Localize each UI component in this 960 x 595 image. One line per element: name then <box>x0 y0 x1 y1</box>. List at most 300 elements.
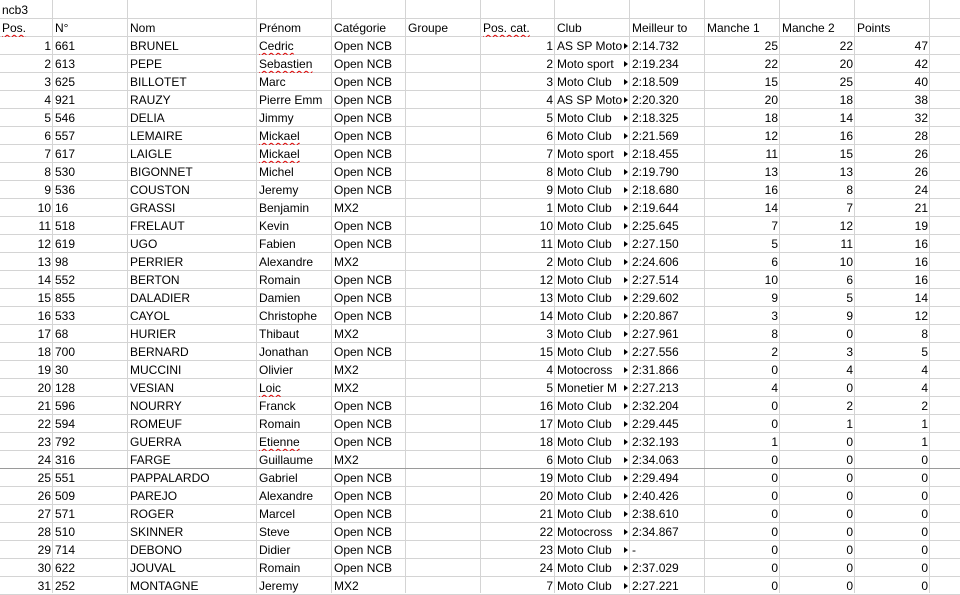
cell-groupe[interactable] <box>406 415 481 433</box>
cell-groupe[interactable] <box>406 253 481 271</box>
cell-num[interactable] <box>53 523 128 541</box>
cell-nom[interactable] <box>128 541 257 559</box>
cell-prenom[interactable] <box>257 559 332 577</box>
cell-points[interactable] <box>855 73 930 91</box>
cell-nom[interactable] <box>128 289 257 307</box>
cell-manche-1[interactable] <box>705 487 780 505</box>
cell-meilleur-tour[interactable] <box>630 73 705 91</box>
cell-nom[interactable] <box>128 145 257 163</box>
cell-categorie[interactable] <box>332 361 406 379</box>
cell-manche-1[interactable] <box>705 469 780 487</box>
cell-pos[interactable] <box>0 469 53 487</box>
cell-pos-cat[interactable] <box>481 523 555 541</box>
cell-prenom[interactable] <box>257 505 332 523</box>
cell-club[interactable] <box>555 415 630 433</box>
cell-manche-2[interactable] <box>780 379 855 397</box>
cell-points[interactable] <box>855 415 930 433</box>
cell-club[interactable] <box>555 109 630 127</box>
cell-num[interactable] <box>53 541 128 559</box>
cell-pos[interactable] <box>0 217 53 235</box>
cell-points[interactable] <box>855 577 930 595</box>
cell-pos[interactable] <box>0 199 53 217</box>
cell-prenom[interactable] <box>257 109 332 127</box>
cell-categorie[interactable] <box>332 505 406 523</box>
cell-prenom[interactable] <box>257 307 332 325</box>
cell-num[interactable] <box>53 325 128 343</box>
cell-num[interactable] <box>53 127 128 145</box>
cell-meilleur-tour[interactable] <box>630 307 705 325</box>
cell-categorie[interactable] <box>332 325 406 343</box>
cell-prenom[interactable] <box>257 541 332 559</box>
cell-nom[interactable] <box>128 307 257 325</box>
cell-manche-1[interactable] <box>705 163 780 181</box>
cell-nom[interactable] <box>128 325 257 343</box>
cell-categorie[interactable] <box>332 415 406 433</box>
cell-nom[interactable] <box>128 199 257 217</box>
cell-num[interactable] <box>53 343 128 361</box>
cell-groupe[interactable] <box>406 145 481 163</box>
cell-num[interactable] <box>53 217 128 235</box>
cell-pos-cat[interactable] <box>481 235 555 253</box>
cell-groupe[interactable] <box>406 235 481 253</box>
cell-prenom[interactable] <box>257 181 332 199</box>
cell-nom[interactable] <box>128 523 257 541</box>
cell-nom[interactable] <box>128 73 257 91</box>
cell-pos-cat[interactable] <box>481 487 555 505</box>
cell-prenom[interactable] <box>257 487 332 505</box>
cell-points[interactable] <box>855 163 930 181</box>
cell-prenom[interactable] <box>257 199 332 217</box>
cell-pos[interactable] <box>0 523 53 541</box>
cell-prenom[interactable] <box>257 271 332 289</box>
cell-nom[interactable] <box>128 469 257 487</box>
cell-num[interactable] <box>53 271 128 289</box>
sheet-title[interactable]: ncb3 <box>2 3 29 17</box>
cell-meilleur-tour[interactable] <box>630 199 705 217</box>
cell-pos[interactable] <box>0 91 53 109</box>
cell-categorie[interactable] <box>332 469 406 487</box>
cell-points[interactable] <box>855 433 930 451</box>
cell-nom[interactable] <box>128 343 257 361</box>
cell-pos[interactable] <box>0 307 53 325</box>
cell-club[interactable] <box>555 343 630 361</box>
cell-manche-2[interactable] <box>780 145 855 163</box>
cell-prenom[interactable] <box>257 433 332 451</box>
cell-groupe[interactable] <box>406 73 481 91</box>
cell-categorie[interactable] <box>332 379 406 397</box>
cell-nom[interactable] <box>128 91 257 109</box>
cell-manche-1[interactable] <box>705 37 780 55</box>
cell-pos[interactable] <box>0 559 53 577</box>
cell-nom[interactable] <box>128 415 257 433</box>
cell-groupe[interactable] <box>406 505 481 523</box>
cell-pos-cat[interactable] <box>481 307 555 325</box>
cell-pos-cat[interactable] <box>481 505 555 523</box>
cell-categorie[interactable] <box>332 541 406 559</box>
cell-manche-1[interactable] <box>705 145 780 163</box>
cell-prenom[interactable] <box>257 343 332 361</box>
cell-club[interactable] <box>555 199 630 217</box>
cell-manche-2[interactable] <box>780 217 855 235</box>
cell-points[interactable] <box>855 397 930 415</box>
cell-pos-cat[interactable] <box>481 577 555 595</box>
cell-groupe[interactable] <box>406 109 481 127</box>
header-pos[interactable] <box>0 19 53 37</box>
cell-categorie[interactable] <box>332 559 406 577</box>
cell-prenom[interactable] <box>257 37 332 55</box>
cell-manche-2[interactable] <box>780 199 855 217</box>
cell-pos-cat[interactable] <box>481 37 555 55</box>
cell-num[interactable] <box>53 433 128 451</box>
cell-manche-2[interactable] <box>780 235 855 253</box>
cell-categorie[interactable] <box>332 397 406 415</box>
cell-nom[interactable] <box>128 217 257 235</box>
cell-manche-2[interactable] <box>780 37 855 55</box>
cell-groupe[interactable] <box>406 127 481 145</box>
cell-pos-cat[interactable] <box>481 325 555 343</box>
cell-nom[interactable] <box>128 451 257 469</box>
cell-manche-2[interactable] <box>780 55 855 73</box>
cell-prenom[interactable] <box>257 127 332 145</box>
cell-nom[interactable] <box>128 559 257 577</box>
cell-meilleur-tour[interactable] <box>630 325 705 343</box>
cell-points[interactable] <box>855 55 930 73</box>
cell-groupe[interactable] <box>406 307 481 325</box>
cell-nom[interactable] <box>128 37 257 55</box>
cell-num[interactable] <box>53 559 128 577</box>
cell-meilleur-tour[interactable] <box>630 343 705 361</box>
cell-pos-cat[interactable] <box>481 397 555 415</box>
cell-manche-2[interactable] <box>780 109 855 127</box>
cell-points[interactable] <box>855 451 930 469</box>
cell-categorie[interactable] <box>332 55 406 73</box>
cell-categorie[interactable] <box>332 37 406 55</box>
cell-meilleur-tour[interactable] <box>630 253 705 271</box>
cell-manche-2[interactable] <box>780 577 855 595</box>
cell-points[interactable] <box>855 199 930 217</box>
cell-num[interactable] <box>53 577 128 595</box>
cell-club[interactable] <box>555 253 630 271</box>
header-manche-2[interactable] <box>780 19 855 37</box>
cell-nom[interactable] <box>128 109 257 127</box>
cell-meilleur-tour[interactable] <box>630 541 705 559</box>
cell-club[interactable] <box>555 577 630 595</box>
cell-manche-1[interactable] <box>705 181 780 199</box>
cell-manche-2[interactable] <box>780 559 855 577</box>
cell-manche-1[interactable] <box>705 109 780 127</box>
cell-groupe[interactable] <box>406 343 481 361</box>
cell-pos-cat[interactable] <box>481 199 555 217</box>
cell-club[interactable] <box>555 235 630 253</box>
cell-nom[interactable] <box>128 235 257 253</box>
cell-num[interactable] <box>53 109 128 127</box>
cell-pos-cat[interactable] <box>481 379 555 397</box>
cell-groupe[interactable] <box>406 469 481 487</box>
cell-categorie[interactable] <box>332 217 406 235</box>
cell-pos[interactable] <box>0 577 53 595</box>
cell-pos-cat[interactable] <box>481 253 555 271</box>
cell-num[interactable] <box>53 361 128 379</box>
cell-pos[interactable] <box>0 379 53 397</box>
cell-pos-cat[interactable] <box>481 433 555 451</box>
header-prenom[interactable] <box>257 19 332 37</box>
cell-categorie[interactable] <box>332 307 406 325</box>
cell-meilleur-tour[interactable] <box>630 37 705 55</box>
cell-manche-1[interactable] <box>705 559 780 577</box>
cell-pos-cat[interactable] <box>481 451 555 469</box>
cell-groupe[interactable] <box>406 541 481 559</box>
cell-manche-1[interactable] <box>705 433 780 451</box>
cell-groupe[interactable] <box>406 523 481 541</box>
cell-club[interactable] <box>555 433 630 451</box>
cell-num[interactable] <box>53 73 128 91</box>
cell-num[interactable] <box>53 55 128 73</box>
cell-num[interactable] <box>53 307 128 325</box>
cell-club[interactable] <box>555 127 630 145</box>
cell-points[interactable] <box>855 325 930 343</box>
cell-categorie[interactable] <box>332 91 406 109</box>
cell-nom[interactable] <box>128 487 257 505</box>
cell-nom[interactable] <box>128 127 257 145</box>
cell-groupe[interactable] <box>406 379 481 397</box>
cell-manche-2[interactable] <box>780 469 855 487</box>
cell-manche-1[interactable] <box>705 523 780 541</box>
cell-manche-2[interactable] <box>780 253 855 271</box>
cell-manche-2[interactable] <box>780 127 855 145</box>
cell-groupe[interactable] <box>406 55 481 73</box>
cell-num[interactable] <box>53 505 128 523</box>
cell-nom[interactable] <box>128 271 257 289</box>
cell-groupe[interactable] <box>406 451 481 469</box>
cell-manche-1[interactable] <box>705 541 780 559</box>
cell-num[interactable] <box>53 487 128 505</box>
cell-prenom[interactable] <box>257 325 332 343</box>
cell-pos[interactable] <box>0 415 53 433</box>
cell-meilleur-tour[interactable] <box>630 397 705 415</box>
cell-points[interactable] <box>855 469 930 487</box>
cell-pos[interactable] <box>0 361 53 379</box>
cell-prenom[interactable] <box>257 253 332 271</box>
header-categorie[interactable] <box>332 19 406 37</box>
cell-manche-2[interactable] <box>780 163 855 181</box>
cell-manche-1[interactable] <box>705 289 780 307</box>
cell-pos-cat[interactable] <box>481 217 555 235</box>
cell-manche-2[interactable] <box>780 433 855 451</box>
cell-pos[interactable] <box>0 541 53 559</box>
cell-num[interactable] <box>53 397 128 415</box>
cell-manche-2[interactable] <box>780 91 855 109</box>
header-meilleur-tour[interactable] <box>630 19 705 37</box>
cell-pos-cat[interactable] <box>481 541 555 559</box>
cell-pos[interactable] <box>0 253 53 271</box>
cell-pos[interactable] <box>0 397 53 415</box>
cell-meilleur-tour[interactable] <box>630 217 705 235</box>
cell-prenom[interactable] <box>257 145 332 163</box>
cell-points[interactable] <box>855 109 930 127</box>
cell-club[interactable] <box>555 559 630 577</box>
cell-pos[interactable] <box>0 37 53 55</box>
cell-pos[interactable] <box>0 163 53 181</box>
cell-manche-2[interactable] <box>780 73 855 91</box>
cell-categorie[interactable] <box>332 451 406 469</box>
cell-pos[interactable] <box>0 271 53 289</box>
cell-manche-1[interactable] <box>705 217 780 235</box>
cell-points[interactable] <box>855 505 930 523</box>
cell-prenom[interactable] <box>257 55 332 73</box>
cell-pos-cat[interactable] <box>481 91 555 109</box>
cell-groupe[interactable] <box>406 199 481 217</box>
cell-pos-cat[interactable] <box>481 127 555 145</box>
cell-meilleur-tour[interactable] <box>630 559 705 577</box>
header-pos-cat[interactable] <box>481 19 555 37</box>
cell-groupe[interactable] <box>406 91 481 109</box>
cell-groupe[interactable] <box>406 325 481 343</box>
cell-categorie[interactable] <box>332 343 406 361</box>
cell-groupe[interactable] <box>406 289 481 307</box>
cell-club[interactable] <box>555 307 630 325</box>
cell-prenom[interactable] <box>257 415 332 433</box>
cell-groupe[interactable] <box>406 559 481 577</box>
cell-prenom[interactable] <box>257 73 332 91</box>
cell-meilleur-tour[interactable] <box>630 379 705 397</box>
cell-nom[interactable] <box>128 163 257 181</box>
cell-meilleur-tour[interactable] <box>630 451 705 469</box>
cell-pos-cat[interactable] <box>481 73 555 91</box>
cell-prenom[interactable] <box>257 289 332 307</box>
cell-pos[interactable] <box>0 181 53 199</box>
cell-num[interactable] <box>53 181 128 199</box>
cell-num[interactable] <box>53 235 128 253</box>
cell-nom[interactable] <box>128 55 257 73</box>
cell-manche-2[interactable] <box>780 307 855 325</box>
cell-points[interactable] <box>855 541 930 559</box>
cell-groupe[interactable] <box>406 271 481 289</box>
cell-num[interactable] <box>53 163 128 181</box>
cell-pos-cat[interactable] <box>481 559 555 577</box>
cell-club[interactable] <box>555 289 630 307</box>
cell-points[interactable] <box>855 127 930 145</box>
cell-meilleur-tour[interactable] <box>630 163 705 181</box>
cell-prenom[interactable] <box>257 235 332 253</box>
cell-pos[interactable] <box>0 55 53 73</box>
cell-prenom[interactable] <box>257 379 332 397</box>
cell-manche-1[interactable] <box>705 307 780 325</box>
cell-meilleur-tour[interactable] <box>630 145 705 163</box>
cell-categorie[interactable] <box>332 109 406 127</box>
cell-pos-cat[interactable] <box>481 145 555 163</box>
cell-manche-2[interactable] <box>780 397 855 415</box>
cell-club[interactable] <box>555 37 630 55</box>
cell-manche-2[interactable] <box>780 541 855 559</box>
cell-manche-1[interactable] <box>705 577 780 595</box>
cell-club[interactable] <box>555 217 630 235</box>
cell-num[interactable] <box>53 469 128 487</box>
cell-points[interactable] <box>855 217 930 235</box>
cell-manche-1[interactable] <box>705 199 780 217</box>
cell-nom[interactable] <box>128 379 257 397</box>
cell-pos-cat[interactable] <box>481 55 555 73</box>
cell-pos-cat[interactable] <box>481 469 555 487</box>
cell-prenom[interactable] <box>257 361 332 379</box>
header-manche-1[interactable] <box>705 19 780 37</box>
cell-meilleur-tour[interactable] <box>630 55 705 73</box>
cell-club[interactable] <box>555 271 630 289</box>
cell-club[interactable] <box>555 55 630 73</box>
cell-num[interactable] <box>53 145 128 163</box>
cell-num[interactable] <box>53 451 128 469</box>
cell-club[interactable] <box>555 145 630 163</box>
cell-manche-2[interactable] <box>780 289 855 307</box>
cell-categorie[interactable] <box>332 127 406 145</box>
cell-pos-cat[interactable] <box>481 109 555 127</box>
cell-club[interactable] <box>555 397 630 415</box>
cell-club[interactable] <box>555 451 630 469</box>
cell-points[interactable] <box>855 235 930 253</box>
cell-club[interactable] <box>555 523 630 541</box>
cell-manche-1[interactable] <box>705 271 780 289</box>
cell-manche-2[interactable] <box>780 343 855 361</box>
cell-meilleur-tour[interactable] <box>630 181 705 199</box>
cell-pos[interactable] <box>0 487 53 505</box>
cell-pos-cat[interactable] <box>481 361 555 379</box>
header-points[interactable] <box>855 19 930 37</box>
cell-pos[interactable] <box>0 433 53 451</box>
cell-manche-1[interactable] <box>705 343 780 361</box>
cell-nom[interactable] <box>128 577 257 595</box>
cell-manche-1[interactable] <box>705 505 780 523</box>
cell-categorie[interactable] <box>332 271 406 289</box>
cell-meilleur-tour[interactable] <box>630 577 705 595</box>
cell-pos[interactable] <box>0 289 53 307</box>
cell-pos[interactable] <box>0 127 53 145</box>
cell-club[interactable] <box>555 505 630 523</box>
cell-num[interactable] <box>53 379 128 397</box>
cell-categorie[interactable] <box>332 577 406 595</box>
cell-points[interactable] <box>855 253 930 271</box>
cell-manche-2[interactable] <box>780 505 855 523</box>
cell-points[interactable] <box>855 307 930 325</box>
cell-pos[interactable] <box>0 73 53 91</box>
cell-club[interactable] <box>555 91 630 109</box>
cell-pos[interactable] <box>0 343 53 361</box>
cell-nom[interactable] <box>128 397 257 415</box>
cell-manche-2[interactable] <box>780 523 855 541</box>
cell-meilleur-tour[interactable] <box>630 469 705 487</box>
cell-pos[interactable] <box>0 451 53 469</box>
cell-prenom[interactable] <box>257 451 332 469</box>
cell-pos-cat[interactable] <box>481 271 555 289</box>
cell-manche-1[interactable] <box>705 361 780 379</box>
cell-pos[interactable] <box>0 109 53 127</box>
cell-categorie[interactable] <box>332 523 406 541</box>
cell-club[interactable] <box>555 379 630 397</box>
cell-pos-cat[interactable] <box>481 289 555 307</box>
cell-num[interactable] <box>53 91 128 109</box>
cell-num[interactable] <box>53 199 128 217</box>
cell-points[interactable] <box>855 523 930 541</box>
cell-manche-1[interactable] <box>705 127 780 145</box>
cell-categorie[interactable] <box>332 199 406 217</box>
cell-meilleur-tour[interactable] <box>630 271 705 289</box>
cell-meilleur-tour[interactable] <box>630 235 705 253</box>
cell-manche-1[interactable] <box>705 397 780 415</box>
cell-points[interactable] <box>855 487 930 505</box>
cell-groupe[interactable] <box>406 433 481 451</box>
cell-groupe[interactable] <box>406 397 481 415</box>
cell-manche-1[interactable] <box>705 451 780 469</box>
cell-prenom[interactable] <box>257 523 332 541</box>
cell-groupe[interactable] <box>406 487 481 505</box>
